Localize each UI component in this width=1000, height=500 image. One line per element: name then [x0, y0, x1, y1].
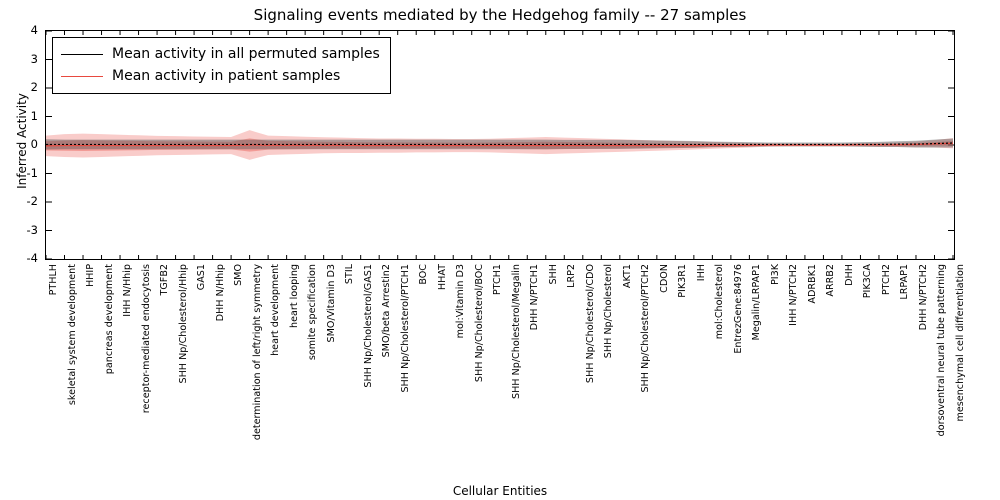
chart-title: Signaling events mediated by the Hedgehog family -- 27 samples: [253, 6, 747, 24]
legend-entry-permuted: [61, 43, 380, 65]
y-tick-label: -2: [26, 194, 38, 208]
x-tick-label: SHH Np/Cholesterol/Hhip: [177, 264, 189, 384]
y-tick-label: 2: [30, 80, 38, 94]
x-tick-label: ADRBK1: [806, 264, 818, 304]
x-tick-label: SMO/Vitamin D3: [325, 264, 337, 343]
x-tick-label: DHH: [843, 264, 855, 286]
legend-entry-patient: [61, 65, 380, 87]
x-tick-label: GAS1: [196, 264, 208, 291]
y-tick-label: 3: [30, 51, 38, 66]
x-tick-label: pancreas development: [103, 264, 115, 375]
y-tick-label: -1: [26, 165, 38, 180]
y-axis-label: Inferred Activity: [15, 93, 29, 189]
x-tick-label: SHH Np/Cholesterol/GAS1: [362, 264, 374, 388]
x-tick-label: LRP2: [566, 264, 578, 288]
x-tick-label: heart looping: [288, 264, 300, 328]
x-tick-label: dorsoventral neural tube patterning: [936, 264, 948, 437]
x-tick-label: receptor-mediated endocytosis: [140, 264, 152, 414]
legend-line-black: [61, 54, 103, 55]
x-tick-label: TGFB2: [159, 264, 171, 296]
x-tick-label: IHH N/PTCH2: [788, 264, 800, 326]
x-tick-label: PIK3CA: [862, 264, 874, 299]
x-tick-label: mol:Vitamin D3: [455, 264, 467, 339]
y-tick-label: -4: [26, 251, 38, 265]
y-tick-label: -3: [26, 222, 38, 237]
y-axis-ticks: [0, 23, 42, 265]
x-tick-label: SHH Np/Cholesterol/Megalin: [510, 264, 522, 400]
y-tick-label: 4: [30, 23, 38, 37]
legend-label-patient: Mean activity in patient samples: [112, 68, 341, 84]
x-tick-label: SHH Np/Cholesterol/CDO: [584, 264, 596, 384]
y-tick-label: 0: [30, 137, 38, 151]
x-tick-label: SMO/beta Arrestin2: [381, 264, 393, 358]
x-tick-label: ARRB2: [825, 264, 837, 297]
x-tick-label: PTHLH: [48, 264, 59, 296]
x-tick-label: LRPAP1: [899, 264, 911, 300]
x-tick-label: SHH Np/Cholesterol/BOC: [473, 264, 485, 383]
x-tick-label: PTCH1: [492, 264, 504, 296]
legend-line-red: [61, 76, 103, 77]
x-tick-label: Megalin/LRPAP1: [751, 264, 763, 341]
x-tick-label: DHH N/PTCH2: [917, 264, 929, 331]
x-tick-label: somite specification: [307, 264, 319, 361]
x-tick-label: SHH Np/Cholesterol: [603, 264, 615, 359]
x-tick-label: STIL: [344, 264, 356, 285]
x-tick-label: DHH N/Hhip: [214, 264, 226, 322]
x-tick-label: HHAT: [436, 264, 448, 291]
x-axis-label: Cellular Entities: [452, 484, 548, 498]
x-tick-label: EntrezGene:84976: [732, 264, 744, 354]
x-tick-label: determination of left/right symmetry: [251, 264, 263, 441]
x-tick-label: SHH Np/Cholesterol/PTCH2: [640, 264, 652, 393]
x-tick-label: PTCH2: [880, 264, 892, 296]
x-tick-label: DHH N/PTCH1: [529, 264, 541, 331]
legend-label-permuted: Mean activity in all permuted samples: [112, 46, 380, 62]
x-tick-label: SMO: [233, 264, 245, 286]
x-tick-label: SHH: [547, 264, 559, 285]
x-axis-ticks: [45, 262, 966, 482]
x-tick-label: CDON: [658, 264, 670, 293]
y-tick-label: 1: [30, 108, 38, 123]
x-tick-label: mesenchymal cell differentiation: [955, 264, 966, 422]
x-tick-label: heart development: [270, 264, 282, 356]
x-tick-label: skeletal system development: [66, 264, 78, 406]
chart-legend: [52, 37, 391, 94]
x-tick-label: IHH: [695, 264, 707, 282]
x-tick-label: SHH Np/Cholesterol/PTCH1: [399, 264, 411, 393]
x-tick-label: PIK3R1: [677, 264, 689, 298]
x-tick-label: PI3K: [769, 264, 781, 286]
x-tick-label: AKT1: [621, 264, 633, 289]
x-tick-label: mol:Cholesterol: [714, 264, 726, 340]
x-tick-label: IHH N/Hhip: [122, 264, 134, 317]
x-tick-label: HHIP: [85, 264, 97, 288]
x-tick-label: BOC: [418, 264, 430, 285]
